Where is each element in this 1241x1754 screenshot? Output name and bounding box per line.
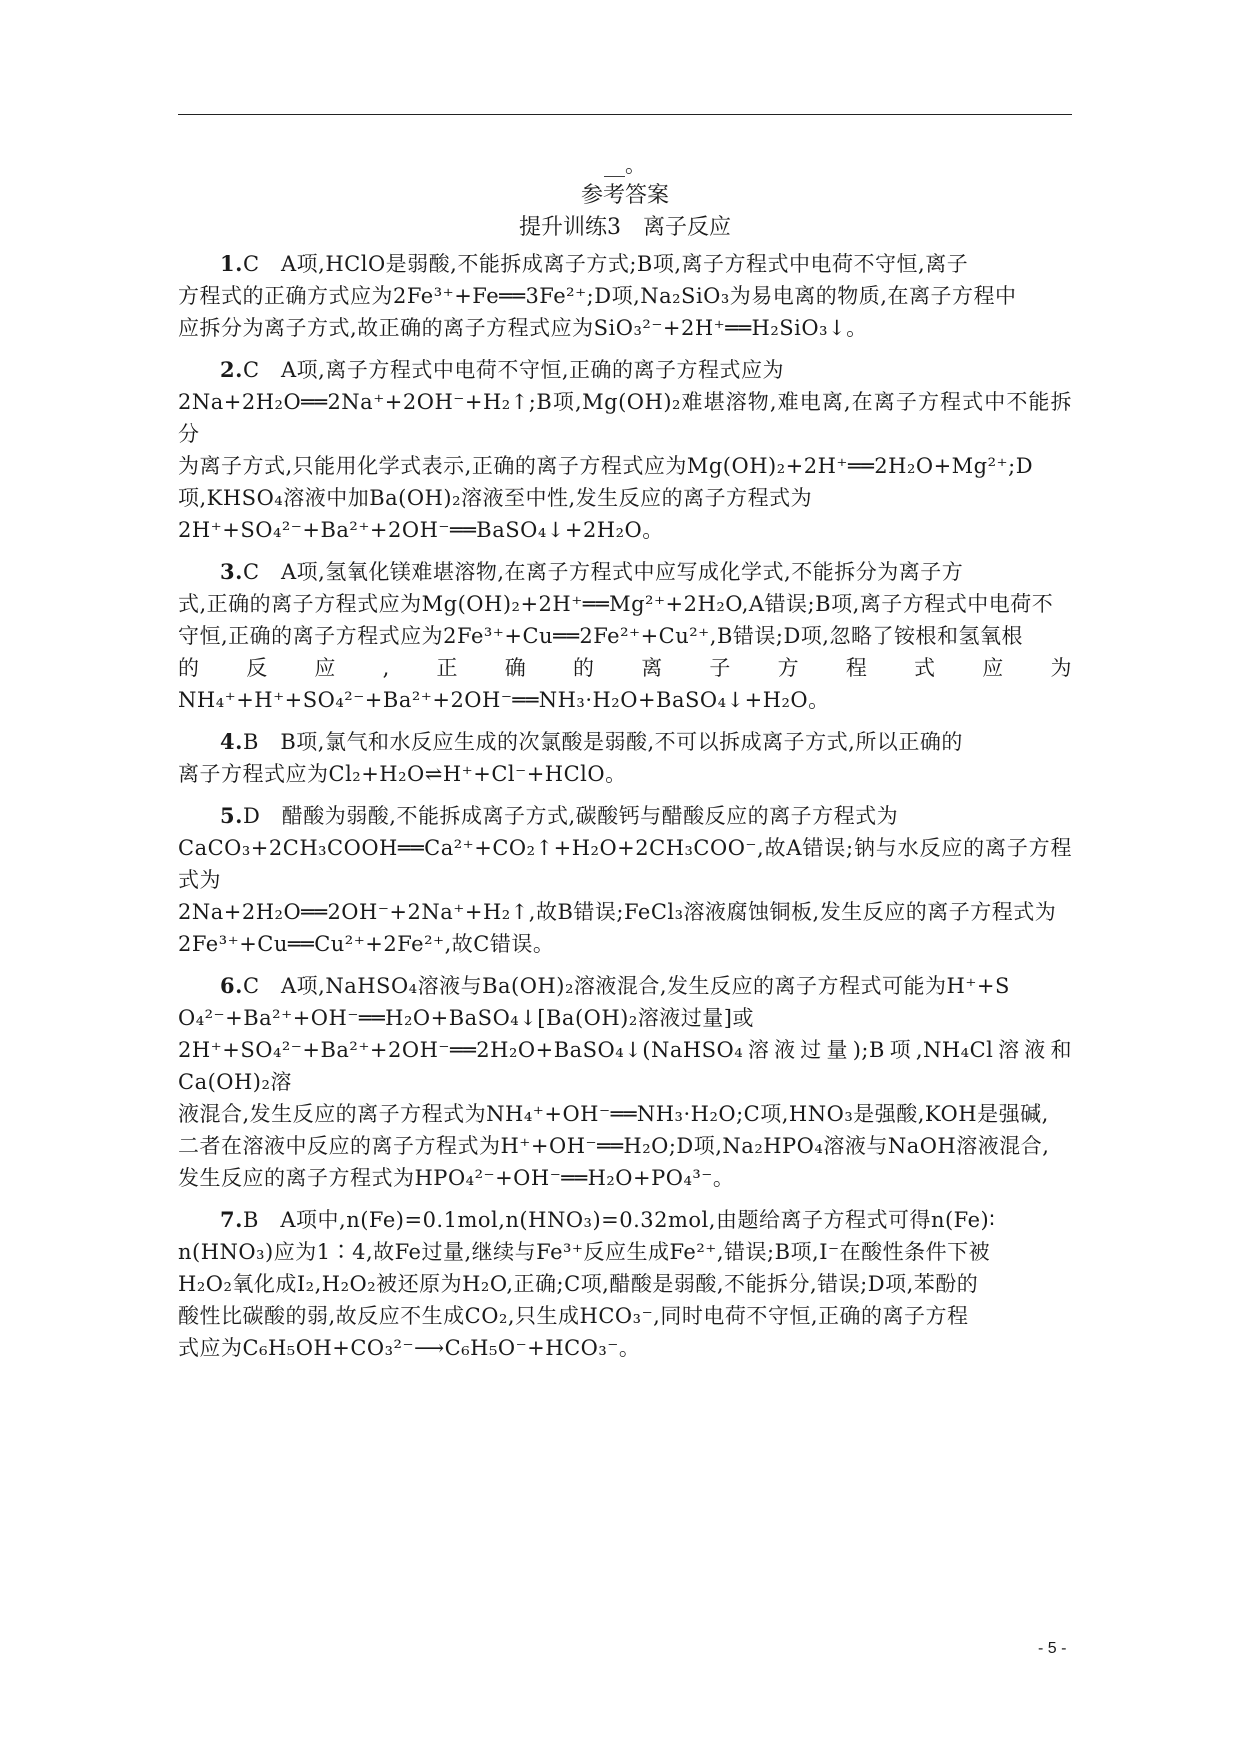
answer-item [178,800,1072,960]
answer-text: 发生反应的离子方程式为HPO₄²⁻+OH⁻══H₂O+PO₄³⁻。 [178,1166,735,1190]
answer-line [178,1300,1072,1332]
answer-line [178,652,1072,716]
answer-number: 5. [220,803,243,828]
answer-line [178,832,1072,896]
answer-line [178,1204,1072,1236]
answer-line [178,386,1072,450]
answer-item [178,1204,1072,1364]
answer-line [178,280,1072,312]
answer-line [178,800,1072,832]
answer-line [178,450,1072,482]
answer-line [178,514,1072,546]
answer-number: 6. [220,973,243,998]
answer-text: O₄²⁻+Ba²⁺+OH⁻══H₂O+BaSO₄↓[Ba(OH)₂溶液过量]或 [178,1006,754,1030]
answer-text: n(HNO₃)应为1∶4,故Fe过量,继续与Fe³⁺反应生成Fe²⁺,错误;B项,I⁻在酸性条件下被 [178,1240,991,1264]
answer-text: C A项,HClO是弱酸,不能拆成离子方式;B项,离子方程式中电荷不守恒,离子 [242,252,969,276]
answer-line [178,556,1072,588]
answer-list [178,248,1072,1364]
answer-text: B B项,氯气和水反应生成的次氯酸是弱酸,不可以拆成离子方式,所以正确的 [242,730,963,754]
answer-line [178,1268,1072,1300]
answer-text: C A项,氢氧化镁难堪溶物,在离子方程式中应写成化学式,不能拆分为离子方 [242,560,964,584]
header-rule [178,114,1072,115]
answer-text: 的反应,正确的离子方程式应为NH₄⁺+H⁺+SO₄²⁻+Ba²⁺+2OH⁻══NH₃·H₂O+BaSO₄↓+H₂O。 [178,656,1072,712]
answer-text: 式应为C₆H₅OH+CO₃²⁻⟶C₆H₅O⁻+HCO₃⁻。 [178,1336,641,1360]
answer-number: 3. [220,559,243,584]
answer-line [178,1130,1072,1162]
answer-item [178,970,1072,1194]
answer-text: 酸性比碳酸的弱,故反应不生成CO₂,只生成HCO₃⁻,同时电荷不守恒,正确的离子方程 [178,1304,969,1328]
answer-line [178,588,1072,620]
answer-text: 2H⁺+SO₄²⁻+Ba²⁺+2OH⁻══BaSO₄↓+2H₂O。 [178,518,664,542]
answer-text: 为离子方式,只能用化学式表示,正确的离子方程式应为Mg(OH)₂+2H⁺══2H₂O+Mg²⁺;D [178,454,1034,478]
answer-line [178,482,1072,514]
answer-text: 2Na+2H₂O══2Na⁺+2OH⁻+H₂↑;B项,Mg(OH)₂难堪溶物,难电离,在离子方程式中不能拆分 [178,390,1072,446]
answer-text: 应拆分为离子方式,故正确的离子方程式应为SiO₃²⁻+2H⁺══H₂SiO₃↓。 [178,316,868,340]
answer-number: 1. [220,251,243,276]
page-title: 参考答案 [580,183,669,208]
answer-line [178,758,1072,790]
answer-text: D 醋酸为弱酸,不能拆成离子方式,碳酸钙与醋酸反应的离子方程式为 [242,804,899,828]
answer-text: 离子方程式应为Cl₂+H₂O⇌H⁺+Cl⁻+HClO。 [178,762,627,786]
answer-line [178,248,1072,280]
answer-item [178,354,1072,546]
answer-number: 2. [220,357,243,382]
answer-text: B A项中,n(Fe)=0.1mol,n(HNO₃)=0.32mol,由题给离子方程式可得n(Fe)∶ [242,1208,996,1232]
answer-text: 2Na+2H₂O══2OH⁻+2Na⁺+H₂↑,故B错误;FeCl₃溶液腐蚀铜板,发生反应的离子方程式为 [178,900,1057,924]
answer-line [178,896,1072,928]
page-body [178,150,1072,1374]
answer-text: 项,KHSO₄溶液中加Ba(OH)₂溶液至中性,发生反应的离子方程式为 [178,486,813,510]
answer-line [178,726,1072,758]
answer-item [178,248,1072,344]
answer-line [178,970,1072,1002]
answer-item [178,556,1072,716]
top-fragment: __。 [604,153,646,177]
answer-line [178,312,1072,344]
answer-line [178,1098,1072,1130]
answer-line [178,928,1072,960]
answer-number: 7. [220,1207,243,1232]
answer-line [178,1034,1072,1098]
answer-number: 4. [220,729,243,754]
answer-text: 守恒,正确的离子方程式应为2Fe³⁺+Cu══2Fe²⁺+Cu²⁺,B错误;D项,忽略了铵根和氢氧根 [178,624,1023,648]
answer-text: 二者在溶液中反应的离子方程式为H⁺+OH⁻══H₂O;D项,Na₂HPO₄溶液与NaOH溶液混合, [178,1134,1050,1158]
answer-text: CaCO₃+2CH₃COOH══Ca²⁺+CO₂↑+H₂O+2CH₃COO⁻,故A错误;钠与水反应的离子方程式为 [178,836,1072,892]
answer-line [178,354,1072,386]
answer-line [178,620,1072,652]
answer-text: 方程式的正确方式应为2Fe³⁺+Fe══3Fe²⁺;D项,Na₂SiO₃为易电离的物质,在离子方程中 [178,284,1017,308]
answer-text: 2H⁺+SO₄²⁻+Ba²⁺+2OH⁻══2H₂O+BaSO₄↓(NaHSO₄溶液过量);B项,NH₄Cl溶液和Ca(OH)₂溶 [178,1038,1072,1094]
answer-text: H₂O₂氧化成I₂,H₂O₂被还原为H₂O,正确;C项,醋酸是弱酸,不能拆分,错误;D项,苯酚的 [178,1272,979,1296]
answer-line [178,1002,1072,1034]
answer-text: 式,正确的离子方程式应为Mg(OH)₂+2H⁺══Mg²⁺+2H₂O,A错误;B项,离子方程式中电荷不 [178,592,1054,616]
answer-text: C A项,NaHSO₄溶液与Ba(OH)₂溶液混合,发生反应的离子方程式可能为H⁺+S [242,974,1010,998]
answer-item [178,726,1072,790]
page-number: - 5 - [1038,1640,1067,1657]
answer-text: C A项,离子方程式中电荷不守恒,正确的离子方程式应为 [242,358,785,382]
answer-line [178,1162,1072,1194]
answer-text: 液混合,发生反应的离子方程式为NH₄⁺+OH⁻══NH₃·H₂O;C项,HNO₃是强酸,KOH是强碱, [178,1102,1049,1126]
answer-line [178,1236,1072,1268]
page-subtitle: 提升训练3 离子反应 [519,215,731,240]
answer-text: 2Fe³⁺+Cu══Cu²⁺+2Fe²⁺,故C错误。 [178,932,555,956]
answer-line [178,1332,1072,1364]
